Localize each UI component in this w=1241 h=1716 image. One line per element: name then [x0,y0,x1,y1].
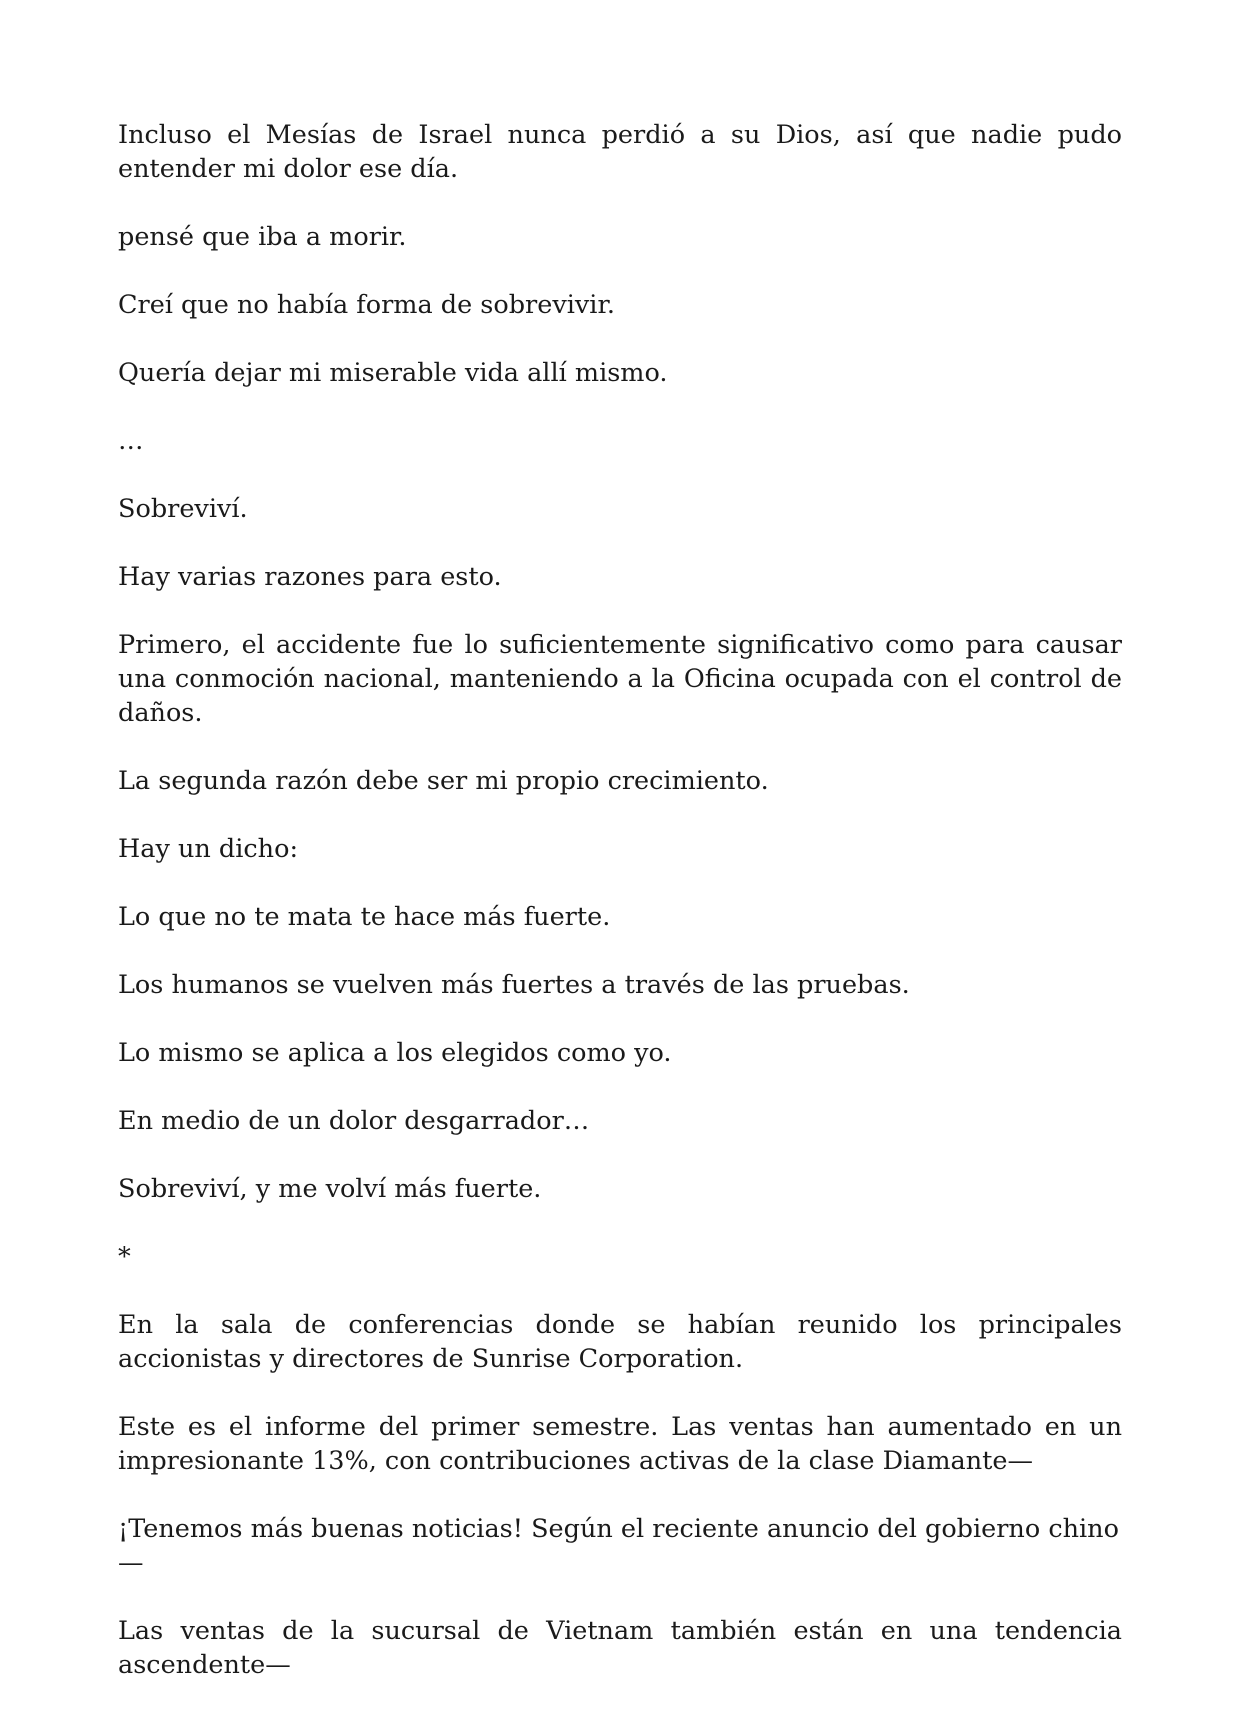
ellipsis-paragraph: … [118,426,144,456]
paragraph: Las ventas de la sucursal de Vietnam también están en una tendencia ascendente— [118,1616,1122,1680]
paragraph: ¡Tenemos más buenas noticias! Según el reciente anuncio del gobierno chino— [118,1514,1119,1578]
paragraph: En medio de un dolor desgarrador… [118,1106,590,1136]
paragraph: Sobreviví, y me volví más fuerte. [118,1174,542,1204]
paragraph: Lo mismo se aplica a los elegidos como yo. [118,1038,672,1068]
paragraph: Hay varias razones para esto. [118,562,502,592]
paragraph: Los humanos se vuelven más fuertes a través de las pruebas. [118,970,910,1000]
paragraph: Hay un dicho: [118,834,299,864]
paragraph: Quería dejar mi miserable vida allí mismo. [118,358,668,388]
paragraph: Sobreviví. [118,494,248,524]
paragraph: Incluso el Mesías de Israel nunca perdió a su Dios, así que nadie pudo entender mi dolor ese día. [118,120,1122,184]
paragraph: Creí que no había forma de sobrevivir. [118,290,615,320]
paragraph: Este es el informe del primer semestre. Las ventas han aumentado en un impresionante 13%, con contribuciones activas de la clase Diamante— [118,1412,1122,1476]
scene-break: * [118,1242,131,1272]
paragraph: pensé que iba a morir. [118,222,407,252]
paragraph: Lo que no te mata te hace más fuerte. [118,902,611,932]
paragraph: La segunda razón debe ser mi propio crecimiento. [118,766,769,796]
paragraph: En la sala de conferencias donde se habían reunido los principales accionistas y directores de Sunrise Corporation. [118,1310,1122,1374]
document-page [118,118,1122,1716]
paragraph: Primero, el accidente fue lo suficientemente significativo como para causar una conmoción nacional, manteniendo a la Oficina ocupada con el control de daños. [118,630,1122,728]
